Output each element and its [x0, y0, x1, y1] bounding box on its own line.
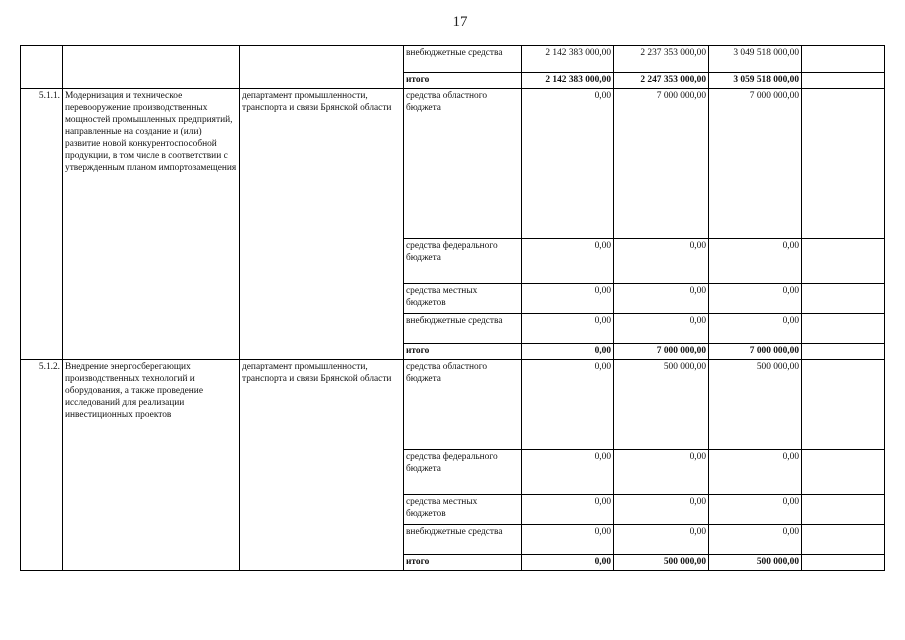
description-cell [63, 46, 240, 89]
item-code: 5.1.2. [21, 360, 63, 571]
code-cell [21, 46, 63, 89]
empty-cell [802, 360, 885, 450]
value-cell: 7 000 000,00 [709, 344, 802, 360]
empty-cell [802, 239, 885, 284]
value-cell: 500 000,00 [614, 360, 709, 450]
value-cell: 0,00 [709, 525, 802, 555]
value-cell: 0,00 [522, 450, 614, 495]
empty-cell [802, 344, 885, 360]
value-cell: 7 000 000,00 [614, 89, 709, 239]
value-cell: 0,00 [522, 495, 614, 525]
empty-cell [802, 555, 885, 571]
empty-cell [802, 495, 885, 525]
source-cell: средства областного бюджета [404, 360, 522, 450]
source-cell: итого [404, 73, 522, 89]
value-cell: 2 237 353 000,00 [614, 46, 709, 73]
value-cell: 7 000 000,00 [709, 89, 802, 239]
source-cell: внебюджетные средства [404, 46, 522, 73]
value-cell: 500 000,00 [614, 555, 709, 571]
value-cell: 0,00 [522, 89, 614, 239]
source-cell: итого [404, 555, 522, 571]
empty-cell [802, 284, 885, 314]
value-cell: 0,00 [709, 495, 802, 525]
source-cell: средства местных бюджетов [404, 495, 522, 525]
empty-cell [802, 314, 885, 344]
value-cell: 0,00 [614, 284, 709, 314]
empty-cell [802, 450, 885, 495]
value-cell: 0,00 [709, 450, 802, 495]
value-cell: 0,00 [522, 344, 614, 360]
page-number: 17 [452, 14, 468, 30]
value-cell: 3 059 518 000,00 [709, 73, 802, 89]
empty-cell [802, 73, 885, 89]
value-cell: 0,00 [522, 239, 614, 284]
value-cell: 0,00 [614, 314, 709, 344]
value-cell: 0,00 [522, 284, 614, 314]
value-cell: 2 142 383 000,00 [522, 73, 614, 89]
value-cell: 2 247 353 000,00 [614, 73, 709, 89]
source-cell: внебюджетные средства [404, 525, 522, 555]
empty-cell [802, 89, 885, 239]
value-cell: 0,00 [614, 239, 709, 284]
value-cell: 0,00 [522, 555, 614, 571]
empty-cell [802, 525, 885, 555]
executor-cell [240, 46, 404, 89]
source-cell: средства областного бюджета [404, 89, 522, 239]
value-cell: 0,00 [709, 284, 802, 314]
value-cell: 3 049 518 000,00 [709, 46, 802, 73]
source-cell: средства местных бюджетов [404, 284, 522, 314]
value-cell: 2 142 383 000,00 [522, 46, 614, 73]
source-cell: итого [404, 344, 522, 360]
item-description: Внедрение энергосберегающих производственных технологий и оборудования, а также проведение исследований для реализации инвестиционных проектов [63, 360, 240, 571]
table-row [21, 89, 885, 239]
item-executor: департамент промышленности, транспорта и связи Брянской области [240, 360, 404, 571]
item-description: Модернизация и техническое перевооружение производственных мощностей промышленных предприятий, направленные на создание и (или) развитие новой конкурентоспособной продукции, в том числе в соответствии с утвержденным планом импортозамещения [63, 89, 240, 360]
value-cell: 0,00 [522, 360, 614, 450]
table-row [21, 46, 885, 73]
item-code: 5.1.1. [21, 89, 63, 360]
table-row [21, 360, 885, 450]
value-cell: 0,00 [614, 450, 709, 495]
value-cell: 0,00 [709, 314, 802, 344]
value-cell: 7 000 000,00 [614, 344, 709, 360]
value-cell: 0,00 [709, 239, 802, 284]
source-cell: внебюджетные средства [404, 314, 522, 344]
source-cell: средства федерального бюджета [404, 239, 522, 284]
item-executor: департамент промышленности, транспорта и связи Брянской области [240, 89, 404, 360]
source-cell: средства федерального бюджета [404, 450, 522, 495]
empty-cell [802, 46, 885, 73]
value-cell: 0,00 [614, 525, 709, 555]
value-cell: 500 000,00 [709, 360, 802, 450]
value-cell: 0,00 [522, 525, 614, 555]
value-cell: 0,00 [614, 495, 709, 525]
value-cell: 0,00 [522, 314, 614, 344]
budget-table [20, 45, 885, 571]
value-cell: 500 000,00 [709, 555, 802, 571]
